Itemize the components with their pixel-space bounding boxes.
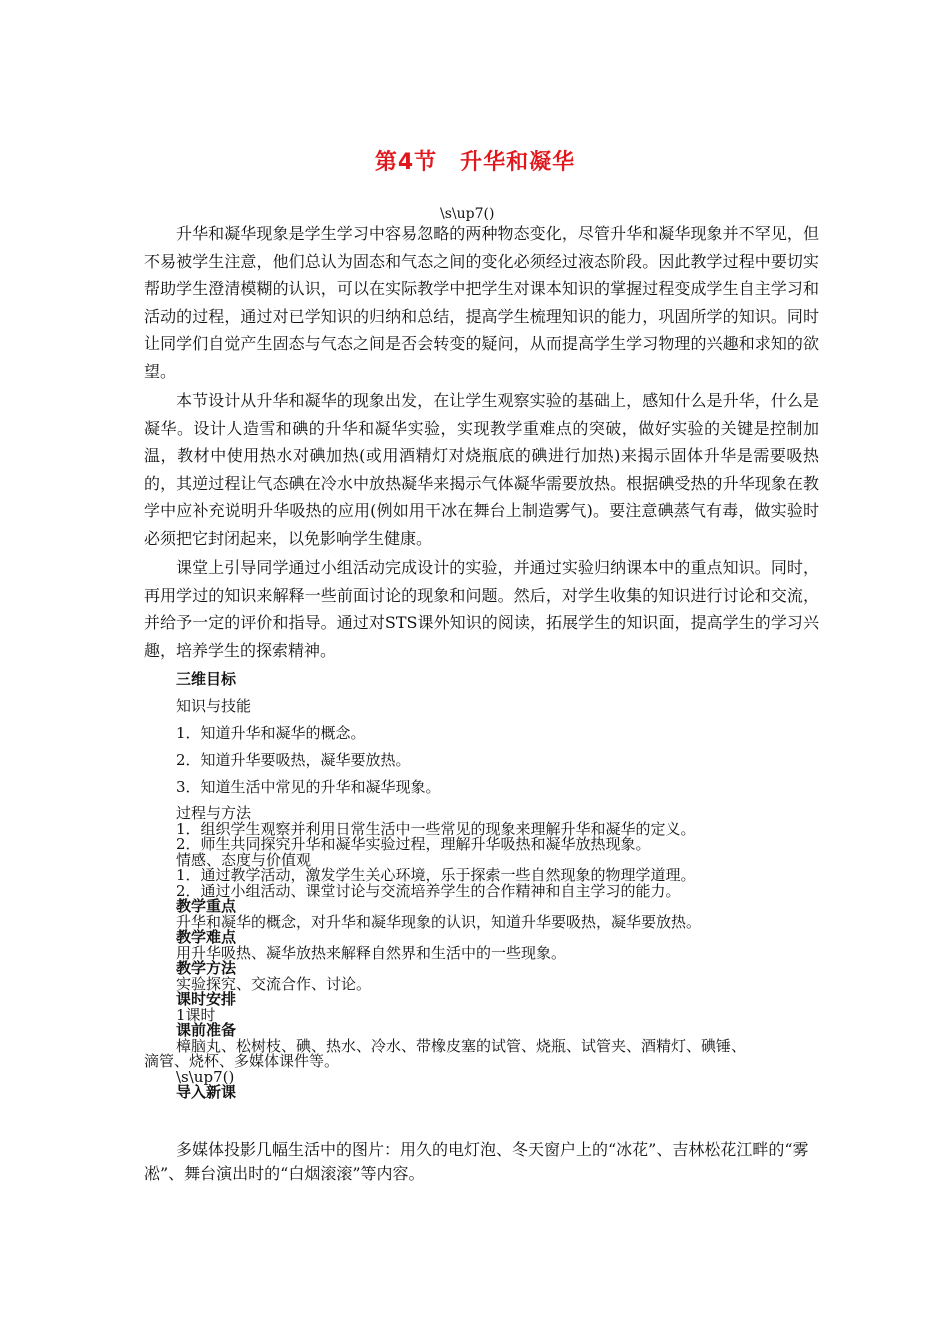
emotion-heading: 情感、态度与价值观	[176, 850, 312, 869]
knowledge-item: 3．知道生活中常见的升华和凝华现象。	[176, 778, 441, 796]
key-points-text: 升华和凝华的概念，对升华和凝华现象的认识，知道升华要吸热，凝华要放热。	[176, 912, 702, 931]
field-code-marker: \s\up7()	[440, 206, 495, 222]
goals-heading: 三维目标	[176, 670, 237, 688]
schedule-text: 1课时	[176, 1005, 216, 1024]
prep-text-line-1: 樟脑丸、松树枝、碘、热水、冷水、带橡皮塞的试管、烧瓶、试管夹、酒精灯、碘锤、	[176, 1036, 747, 1055]
intro-paragraph-3: 课堂上引导同学通过小组活动完成设计的实验，并通过实验归纳课本中的重点知识。同时，再用学过的知识来解释一些前面讨论的现象和问题。然后，对学生收集的知识进行讨论和交流，并给予一定的评价和指导。通过对STS课外知识的阅读，拓展学生的知识面，提高学生的学习兴趣，培养学生的探索精神。	[144, 558, 819, 660]
intro-paragraph-1: 升华和凝华现象是学生学习中容易忽略的两种物态变化，尽管升华和凝华现象并不罕见，但不易被学生注意，他们总认为固态和气态之间的变化必须经过液态阶段。因此教学过程中要切实帮助学生澄清模糊的认识，可以在实际教学中把学生对课本知识的掌握过程变成学生自主学习和活动的过程，通过对已学知识的归纳和总结，提高学生梳理知识的能力，巩固所学的知识。同时让同学们自觉产生固态与气态之间是否会转变的疑问，从而提高学生学习物理的兴趣和求知的欲望。	[144, 224, 819, 381]
field-code-marker: \s\up7()	[176, 1067, 235, 1086]
methods-heading: 教学方法	[176, 959, 237, 977]
emotion-item: 2．通过小组活动、课堂讨论与交流培养学生的合作精神和自主学习的能力。	[176, 881, 681, 900]
process-item: 2．师生共同探究升华和凝华实验过程，理解升华吸热和凝华放热现象。	[176, 835, 651, 853]
page-title: 第4节 升华和凝华	[374, 150, 576, 175]
schedule-heading: 课时安排	[176, 990, 237, 1008]
knowledge-item: 2．知道升华要吸热，凝华要放热。	[176, 751, 411, 769]
knowledge-item: 1．知道升华和凝华的概念。	[176, 724, 366, 742]
prep-heading: 课前准备	[176, 1021, 237, 1039]
process-heading: 过程与方法	[176, 804, 252, 822]
emotion-item: 1．通过教学活动，激发学生关心环境，乐于探索一些自然现象的物理学道理。	[176, 866, 696, 884]
intro-lesson-text: 多媒体投影几幅生活中的图片：用久的电灯泡、冬天窗户上的“冰花”、吉林松花江畔的“雾凇”、舞台演出时的“白烟滚滚”等内容。	[144, 1140, 809, 1183]
knowledge-heading: 知识与技能	[176, 697, 252, 715]
key-points-heading: 教学重点	[176, 897, 237, 915]
methods-text: 实验探究、交流合作、讨论。	[176, 974, 372, 993]
intro-paragraph-2: 本节设计从升华和凝华的现象出发，在让学生观察实验的基础上，感知什么是升华，什么是凝华。设计人造雪和碘的升华和凝华实验，实现教学重难点的突破，做好实验的关键是控制加温，教材中使用热水对碘加热(或用酒精灯对烧瓶底的碘进行加热)来揭示固体升华是需要吸热的，其逆过程让气态碘在冷水中放热凝华来揭示气体凝华需要放热。根据碘受热的升华现象在教学中应补充说明升华吸热的应用(例如用干冰在舞台上制造雾气)。要注意碘蒸气有毒，做实验时必须把它封闭起来，以免影响学生健康。	[144, 391, 819, 548]
compact-section	[144, 804, 826, 1101]
intro-lesson-heading: 导入新课	[176, 1083, 237, 1101]
difficulties-heading: 教学难点	[176, 928, 237, 946]
process-item: 1．组织学生观察并利用日常生活中一些常见的现象来理解升华和凝华的定义。	[176, 819, 696, 838]
difficulties-text: 用升华吸热、凝华放热来解释自然界和生活中的一些现象。	[176, 943, 567, 962]
prep-text-line-2: 滴管、烧杯、多媒体课件等。	[144, 1052, 340, 1070]
